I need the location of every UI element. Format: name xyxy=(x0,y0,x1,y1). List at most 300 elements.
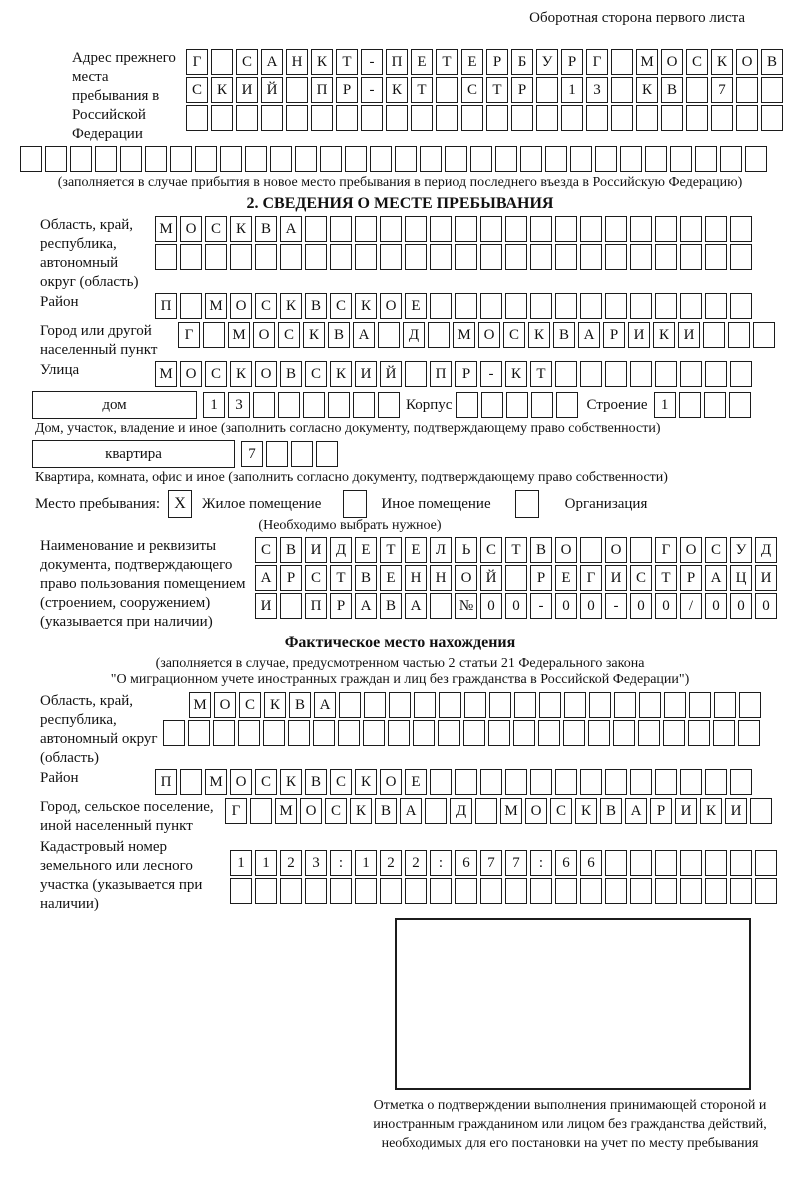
char-cell[interactable] xyxy=(295,146,317,172)
char-cell[interactable] xyxy=(470,146,492,172)
char-cell[interactable] xyxy=(180,244,202,270)
stroenie-cells[interactable] xyxy=(654,392,751,418)
char-cell[interactable]: М xyxy=(189,692,211,718)
char-cell[interactable] xyxy=(730,293,752,319)
char-cell[interactable]: К xyxy=(636,77,658,103)
char-cell[interactable] xyxy=(186,105,208,131)
char-cell[interactable] xyxy=(555,878,577,904)
char-cell[interactable] xyxy=(739,692,761,718)
char-cell[interactable] xyxy=(670,146,692,172)
char-cell[interactable] xyxy=(455,244,477,270)
char-cell[interactable]: Д xyxy=(330,537,352,563)
char-cell[interactable]: У xyxy=(730,537,752,563)
char-cell[interactable] xyxy=(753,322,775,348)
char-cell[interactable] xyxy=(663,720,685,746)
char-cell[interactable]: Т xyxy=(655,565,677,591)
char-cell[interactable] xyxy=(305,878,327,904)
char-cell[interactable]: А xyxy=(353,322,375,348)
char-cell[interactable] xyxy=(589,692,611,718)
char-cell[interactable] xyxy=(180,769,202,795)
char-cell[interactable] xyxy=(353,392,375,418)
char-cell[interactable]: Т xyxy=(505,537,527,563)
document-row-3[interactable] xyxy=(255,593,777,619)
char-cell[interactable]: Е xyxy=(355,537,377,563)
city-row[interactable] xyxy=(178,322,775,348)
char-cell[interactable]: - xyxy=(530,593,552,619)
char-cell[interactable]: О xyxy=(380,769,402,795)
char-cell[interactable] xyxy=(630,244,652,270)
char-cell[interactable]: И xyxy=(355,361,377,387)
char-cell[interactable]: С xyxy=(255,769,277,795)
other-premises-checkbox[interactable] xyxy=(343,490,367,518)
char-cell[interactable]: М xyxy=(205,769,227,795)
char-cell[interactable] xyxy=(705,850,727,876)
char-cell[interactable]: С xyxy=(239,692,261,718)
char-cell[interactable]: - xyxy=(605,593,627,619)
char-cell[interactable]: М xyxy=(155,361,177,387)
char-cell[interactable]: И xyxy=(755,565,777,591)
char-cell[interactable]: В xyxy=(661,77,683,103)
char-cell[interactable]: - xyxy=(361,49,383,75)
char-cell[interactable]: П xyxy=(155,769,177,795)
char-cell[interactable] xyxy=(680,361,702,387)
char-cell[interactable] xyxy=(253,392,275,418)
char-cell[interactable] xyxy=(428,322,450,348)
char-cell[interactable]: М xyxy=(205,293,227,319)
char-cell[interactable] xyxy=(605,361,627,387)
char-cell[interactable]: 1 xyxy=(203,392,225,418)
char-cell[interactable] xyxy=(645,146,667,172)
char-cell[interactable] xyxy=(363,720,385,746)
char-cell[interactable]: В xyxy=(355,565,377,591)
char-cell[interactable]: Е xyxy=(405,293,427,319)
char-cell[interactable]: И xyxy=(725,798,747,824)
char-cell[interactable] xyxy=(405,361,427,387)
char-cell[interactable] xyxy=(730,769,752,795)
char-cell[interactable]: Д xyxy=(450,798,472,824)
char-cell[interactable]: С xyxy=(305,565,327,591)
char-cell[interactable] xyxy=(613,720,635,746)
char-cell[interactable]: К xyxy=(303,322,325,348)
char-cell[interactable]: 0 xyxy=(630,593,652,619)
region-row-2[interactable] xyxy=(155,244,752,270)
char-cell[interactable] xyxy=(328,392,350,418)
char-cell[interactable]: А xyxy=(255,565,277,591)
char-cell[interactable]: 0 xyxy=(555,593,577,619)
actual-district-row[interactable] xyxy=(155,769,752,795)
char-cell[interactable]: О xyxy=(661,49,683,75)
char-cell[interactable] xyxy=(286,77,308,103)
char-cell[interactable]: В xyxy=(761,49,783,75)
char-cell[interactable]: В xyxy=(530,537,552,563)
char-cell[interactable] xyxy=(95,146,117,172)
char-cell[interactable] xyxy=(705,293,727,319)
char-cell[interactable] xyxy=(475,798,497,824)
char-cell[interactable]: Т xyxy=(486,77,508,103)
char-cell[interactable] xyxy=(430,593,452,619)
char-cell[interactable]: 7 xyxy=(241,441,263,467)
char-cell[interactable] xyxy=(680,293,702,319)
document-row-2[interactable] xyxy=(255,565,777,591)
char-cell[interactable]: Р xyxy=(650,798,672,824)
char-cell[interactable]: С xyxy=(503,322,525,348)
char-cell[interactable]: 2 xyxy=(405,850,427,876)
char-cell[interactable] xyxy=(220,146,242,172)
house-number-cells[interactable] xyxy=(203,392,400,418)
char-cell[interactable] xyxy=(280,878,302,904)
char-cell[interactable] xyxy=(730,244,752,270)
char-cell[interactable]: Р xyxy=(680,565,702,591)
char-cell[interactable]: Е xyxy=(405,537,427,563)
char-cell[interactable]: П xyxy=(430,361,452,387)
char-cell[interactable]: 1 xyxy=(654,392,676,418)
char-cell[interactable]: 7 xyxy=(711,77,733,103)
char-cell[interactable] xyxy=(438,720,460,746)
char-cell[interactable]: : xyxy=(330,850,352,876)
char-cell[interactable]: Г xyxy=(655,537,677,563)
char-cell[interactable] xyxy=(188,720,210,746)
char-cell[interactable] xyxy=(750,798,772,824)
char-cell[interactable] xyxy=(430,244,452,270)
actual-region-row-2[interactable] xyxy=(163,720,761,746)
char-cell[interactable]: О xyxy=(255,361,277,387)
char-cell[interactable]: О xyxy=(605,537,627,563)
char-cell[interactable]: Р xyxy=(280,565,302,591)
char-cell[interactable]: О xyxy=(180,216,202,242)
char-cell[interactable]: С xyxy=(205,361,227,387)
char-cell[interactable] xyxy=(505,244,527,270)
char-cell[interactable] xyxy=(430,216,452,242)
char-cell[interactable]: Р xyxy=(330,593,352,619)
char-cell[interactable]: Ь xyxy=(455,537,477,563)
actual-region-row-1[interactable] xyxy=(189,692,761,718)
char-cell[interactable] xyxy=(636,105,658,131)
char-cell[interactable] xyxy=(339,692,361,718)
char-cell[interactable] xyxy=(680,769,702,795)
char-cell[interactable] xyxy=(480,293,502,319)
char-cell[interactable] xyxy=(738,720,760,746)
char-cell[interactable] xyxy=(480,244,502,270)
char-cell[interactable] xyxy=(430,769,452,795)
char-cell[interactable] xyxy=(413,720,435,746)
char-cell[interactable] xyxy=(564,692,586,718)
char-cell[interactable]: Е xyxy=(405,769,427,795)
char-cell[interactable] xyxy=(736,77,758,103)
char-cell[interactable]: Д xyxy=(755,537,777,563)
char-cell[interactable] xyxy=(389,692,411,718)
char-cell[interactable] xyxy=(556,392,578,418)
char-cell[interactable] xyxy=(563,720,585,746)
char-cell[interactable] xyxy=(705,361,727,387)
char-cell[interactable] xyxy=(180,293,202,319)
char-cell[interactable] xyxy=(605,244,627,270)
char-cell[interactable]: И xyxy=(678,322,700,348)
char-cell[interactable]: О xyxy=(214,692,236,718)
char-cell[interactable]: 1 xyxy=(230,850,252,876)
char-cell[interactable]: О xyxy=(300,798,322,824)
char-cell[interactable]: Т xyxy=(330,565,352,591)
char-cell[interactable] xyxy=(605,293,627,319)
char-cell[interactable]: М xyxy=(228,322,250,348)
char-cell[interactable] xyxy=(238,720,260,746)
char-cell[interactable] xyxy=(639,692,661,718)
char-cell[interactable]: И xyxy=(628,322,650,348)
char-cell[interactable]: И xyxy=(605,565,627,591)
char-cell[interactable]: : xyxy=(530,850,552,876)
char-cell[interactable] xyxy=(704,392,726,418)
char-cell[interactable] xyxy=(755,878,777,904)
char-cell[interactable]: 0 xyxy=(705,593,727,619)
char-cell[interactable]: Р xyxy=(530,565,552,591)
char-cell[interactable] xyxy=(705,216,727,242)
char-cell[interactable] xyxy=(695,146,717,172)
char-cell[interactable] xyxy=(680,244,702,270)
char-cell[interactable]: 2 xyxy=(280,850,302,876)
char-cell[interactable] xyxy=(514,692,536,718)
char-cell[interactable] xyxy=(364,692,386,718)
char-cell[interactable]: П xyxy=(155,293,177,319)
char-cell[interactable]: 0 xyxy=(755,593,777,619)
residential-checkbox[interactable]: X xyxy=(168,490,192,518)
char-cell[interactable] xyxy=(536,77,558,103)
char-cell[interactable] xyxy=(145,146,167,172)
char-cell[interactable]: С xyxy=(550,798,572,824)
char-cell[interactable] xyxy=(291,441,313,467)
char-cell[interactable] xyxy=(611,105,633,131)
char-cell[interactable] xyxy=(561,105,583,131)
char-cell[interactable] xyxy=(456,392,478,418)
char-cell[interactable]: 0 xyxy=(480,593,502,619)
char-cell[interactable] xyxy=(638,720,660,746)
char-cell[interactable]: 3 xyxy=(228,392,250,418)
char-cell[interactable] xyxy=(555,293,577,319)
char-cell[interactable] xyxy=(250,798,272,824)
char-cell[interactable]: С xyxy=(480,537,502,563)
char-cell[interactable] xyxy=(261,105,283,131)
char-cell[interactable]: К xyxy=(280,769,302,795)
region-row-1[interactable] xyxy=(155,216,752,242)
street-row[interactable] xyxy=(155,361,752,387)
char-cell[interactable] xyxy=(505,293,527,319)
char-cell[interactable] xyxy=(480,769,502,795)
document-row-1[interactable] xyxy=(255,537,777,563)
char-cell[interactable]: К xyxy=(700,798,722,824)
char-cell[interactable]: С xyxy=(705,537,727,563)
prev-address-row-2[interactable] xyxy=(186,77,783,103)
char-cell[interactable]: 0 xyxy=(580,593,602,619)
char-cell[interactable]: К xyxy=(330,361,352,387)
char-cell[interactable]: В xyxy=(375,798,397,824)
char-cell[interactable] xyxy=(730,216,752,242)
char-cell[interactable] xyxy=(545,146,567,172)
char-cell[interactable] xyxy=(555,361,577,387)
char-cell[interactable] xyxy=(580,216,602,242)
char-cell[interactable]: Й xyxy=(261,77,283,103)
char-cell[interactable]: В xyxy=(600,798,622,824)
char-cell[interactable]: К xyxy=(653,322,675,348)
char-cell[interactable]: С xyxy=(330,769,352,795)
char-cell[interactable]: А xyxy=(578,322,600,348)
char-cell[interactable] xyxy=(455,293,477,319)
char-cell[interactable] xyxy=(730,361,752,387)
char-cell[interactable]: Т xyxy=(436,49,458,75)
char-cell[interactable] xyxy=(580,537,602,563)
char-cell[interactable] xyxy=(686,77,708,103)
char-cell[interactable] xyxy=(531,392,553,418)
char-cell[interactable]: / xyxy=(680,593,702,619)
char-cell[interactable] xyxy=(305,244,327,270)
char-cell[interactable] xyxy=(270,146,292,172)
char-cell[interactable] xyxy=(386,105,408,131)
char-cell[interactable] xyxy=(311,105,333,131)
char-cell[interactable] xyxy=(630,850,652,876)
char-cell[interactable] xyxy=(680,850,702,876)
char-cell[interactable] xyxy=(405,216,427,242)
char-cell[interactable] xyxy=(425,798,447,824)
char-cell[interactable]: В xyxy=(553,322,575,348)
char-cell[interactable] xyxy=(761,77,783,103)
char-cell[interactable] xyxy=(313,720,335,746)
char-cell[interactable] xyxy=(489,692,511,718)
char-cell[interactable]: К xyxy=(280,293,302,319)
char-cell[interactable]: И xyxy=(236,77,258,103)
char-cell[interactable] xyxy=(539,692,561,718)
char-cell[interactable] xyxy=(520,146,542,172)
char-cell[interactable] xyxy=(70,146,92,172)
char-cell[interactable]: В xyxy=(305,769,327,795)
char-cell[interactable] xyxy=(705,244,727,270)
char-cell[interactable] xyxy=(730,850,752,876)
char-cell[interactable]: М xyxy=(500,798,522,824)
char-cell[interactable] xyxy=(480,878,502,904)
char-cell[interactable]: У xyxy=(536,49,558,75)
char-cell[interactable] xyxy=(420,146,442,172)
char-cell[interactable]: Л xyxy=(430,537,452,563)
actual-city-row[interactable] xyxy=(225,798,772,824)
char-cell[interactable]: М xyxy=(636,49,658,75)
char-cell[interactable]: К xyxy=(528,322,550,348)
char-cell[interactable] xyxy=(680,216,702,242)
char-cell[interactable] xyxy=(345,146,367,172)
char-cell[interactable]: Р xyxy=(486,49,508,75)
char-cell[interactable]: С xyxy=(630,565,652,591)
char-cell[interactable]: К xyxy=(350,798,372,824)
char-cell[interactable] xyxy=(755,850,777,876)
char-cell[interactable]: Г xyxy=(225,798,247,824)
char-cell[interactable] xyxy=(20,146,42,172)
char-cell[interactable] xyxy=(455,216,477,242)
char-cell[interactable]: - xyxy=(361,77,383,103)
char-cell[interactable] xyxy=(355,878,377,904)
char-cell[interactable]: И xyxy=(305,537,327,563)
char-cell[interactable]: Й xyxy=(380,361,402,387)
char-cell[interactable]: О xyxy=(230,293,252,319)
char-cell[interactable] xyxy=(170,146,192,172)
char-cell[interactable]: Р xyxy=(455,361,477,387)
char-cell[interactable]: С xyxy=(255,537,277,563)
char-cell[interactable]: С xyxy=(325,798,347,824)
korpus-cells[interactable] xyxy=(456,392,578,418)
char-cell[interactable]: А xyxy=(405,593,427,619)
char-cell[interactable]: К xyxy=(264,692,286,718)
char-cell[interactable]: П xyxy=(386,49,408,75)
char-cell[interactable] xyxy=(555,769,577,795)
char-cell[interactable]: П xyxy=(305,593,327,619)
char-cell[interactable]: С xyxy=(461,77,483,103)
char-cell[interactable] xyxy=(330,244,352,270)
char-cell[interactable] xyxy=(630,361,652,387)
char-cell[interactable] xyxy=(630,216,652,242)
char-cell[interactable] xyxy=(570,146,592,172)
char-cell[interactable]: Н xyxy=(405,565,427,591)
organization-checkbox[interactable] xyxy=(515,490,539,518)
char-cell[interactable] xyxy=(530,216,552,242)
char-cell[interactable]: Г xyxy=(586,49,608,75)
char-cell[interactable] xyxy=(445,146,467,172)
cadastral-row-2[interactable] xyxy=(230,878,777,904)
char-cell[interactable] xyxy=(728,322,750,348)
cadastral-row-1[interactable] xyxy=(230,850,777,876)
prev-address-row-3[interactable] xyxy=(186,105,783,131)
char-cell[interactable]: О xyxy=(380,293,402,319)
char-cell[interactable] xyxy=(155,244,177,270)
char-cell[interactable] xyxy=(555,216,577,242)
char-cell[interactable]: Т xyxy=(411,77,433,103)
char-cell[interactable] xyxy=(255,244,277,270)
prev-address-row-1[interactable] xyxy=(186,49,783,75)
char-cell[interactable]: Е xyxy=(380,565,402,591)
char-cell[interactable] xyxy=(686,105,708,131)
char-cell[interactable]: К xyxy=(211,77,233,103)
char-cell[interactable] xyxy=(705,878,727,904)
char-cell[interactable] xyxy=(605,850,627,876)
char-cell[interactable] xyxy=(370,146,392,172)
char-cell[interactable]: О xyxy=(736,49,758,75)
char-cell[interactable] xyxy=(205,244,227,270)
char-cell[interactable] xyxy=(530,244,552,270)
char-cell[interactable] xyxy=(163,720,185,746)
char-cell[interactable] xyxy=(711,105,733,131)
char-cell[interactable]: С xyxy=(305,361,327,387)
char-cell[interactable] xyxy=(761,105,783,131)
char-cell[interactable] xyxy=(620,146,642,172)
char-cell[interactable]: 0 xyxy=(655,593,677,619)
char-cell[interactable]: А xyxy=(400,798,422,824)
char-cell[interactable]: 7 xyxy=(480,850,502,876)
char-cell[interactable] xyxy=(679,392,701,418)
char-cell[interactable]: В xyxy=(289,692,311,718)
char-cell[interactable]: С xyxy=(686,49,708,75)
char-cell[interactable] xyxy=(316,441,338,467)
char-cell[interactable] xyxy=(713,720,735,746)
char-cell[interactable] xyxy=(211,105,233,131)
char-cell[interactable]: К xyxy=(711,49,733,75)
char-cell[interactable]: 3 xyxy=(586,77,608,103)
char-cell[interactable]: В xyxy=(328,322,350,348)
char-cell[interactable] xyxy=(330,216,352,242)
char-cell[interactable] xyxy=(303,392,325,418)
char-cell[interactable] xyxy=(536,105,558,131)
char-cell[interactable]: Е xyxy=(461,49,483,75)
char-cell[interactable] xyxy=(280,593,302,619)
char-cell[interactable]: В xyxy=(280,361,302,387)
char-cell[interactable] xyxy=(263,720,285,746)
char-cell[interactable] xyxy=(430,878,452,904)
char-cell[interactable]: 0 xyxy=(505,593,527,619)
char-cell[interactable]: С xyxy=(236,49,258,75)
char-cell[interactable]: К xyxy=(575,798,597,824)
char-cell[interactable]: О xyxy=(555,537,577,563)
